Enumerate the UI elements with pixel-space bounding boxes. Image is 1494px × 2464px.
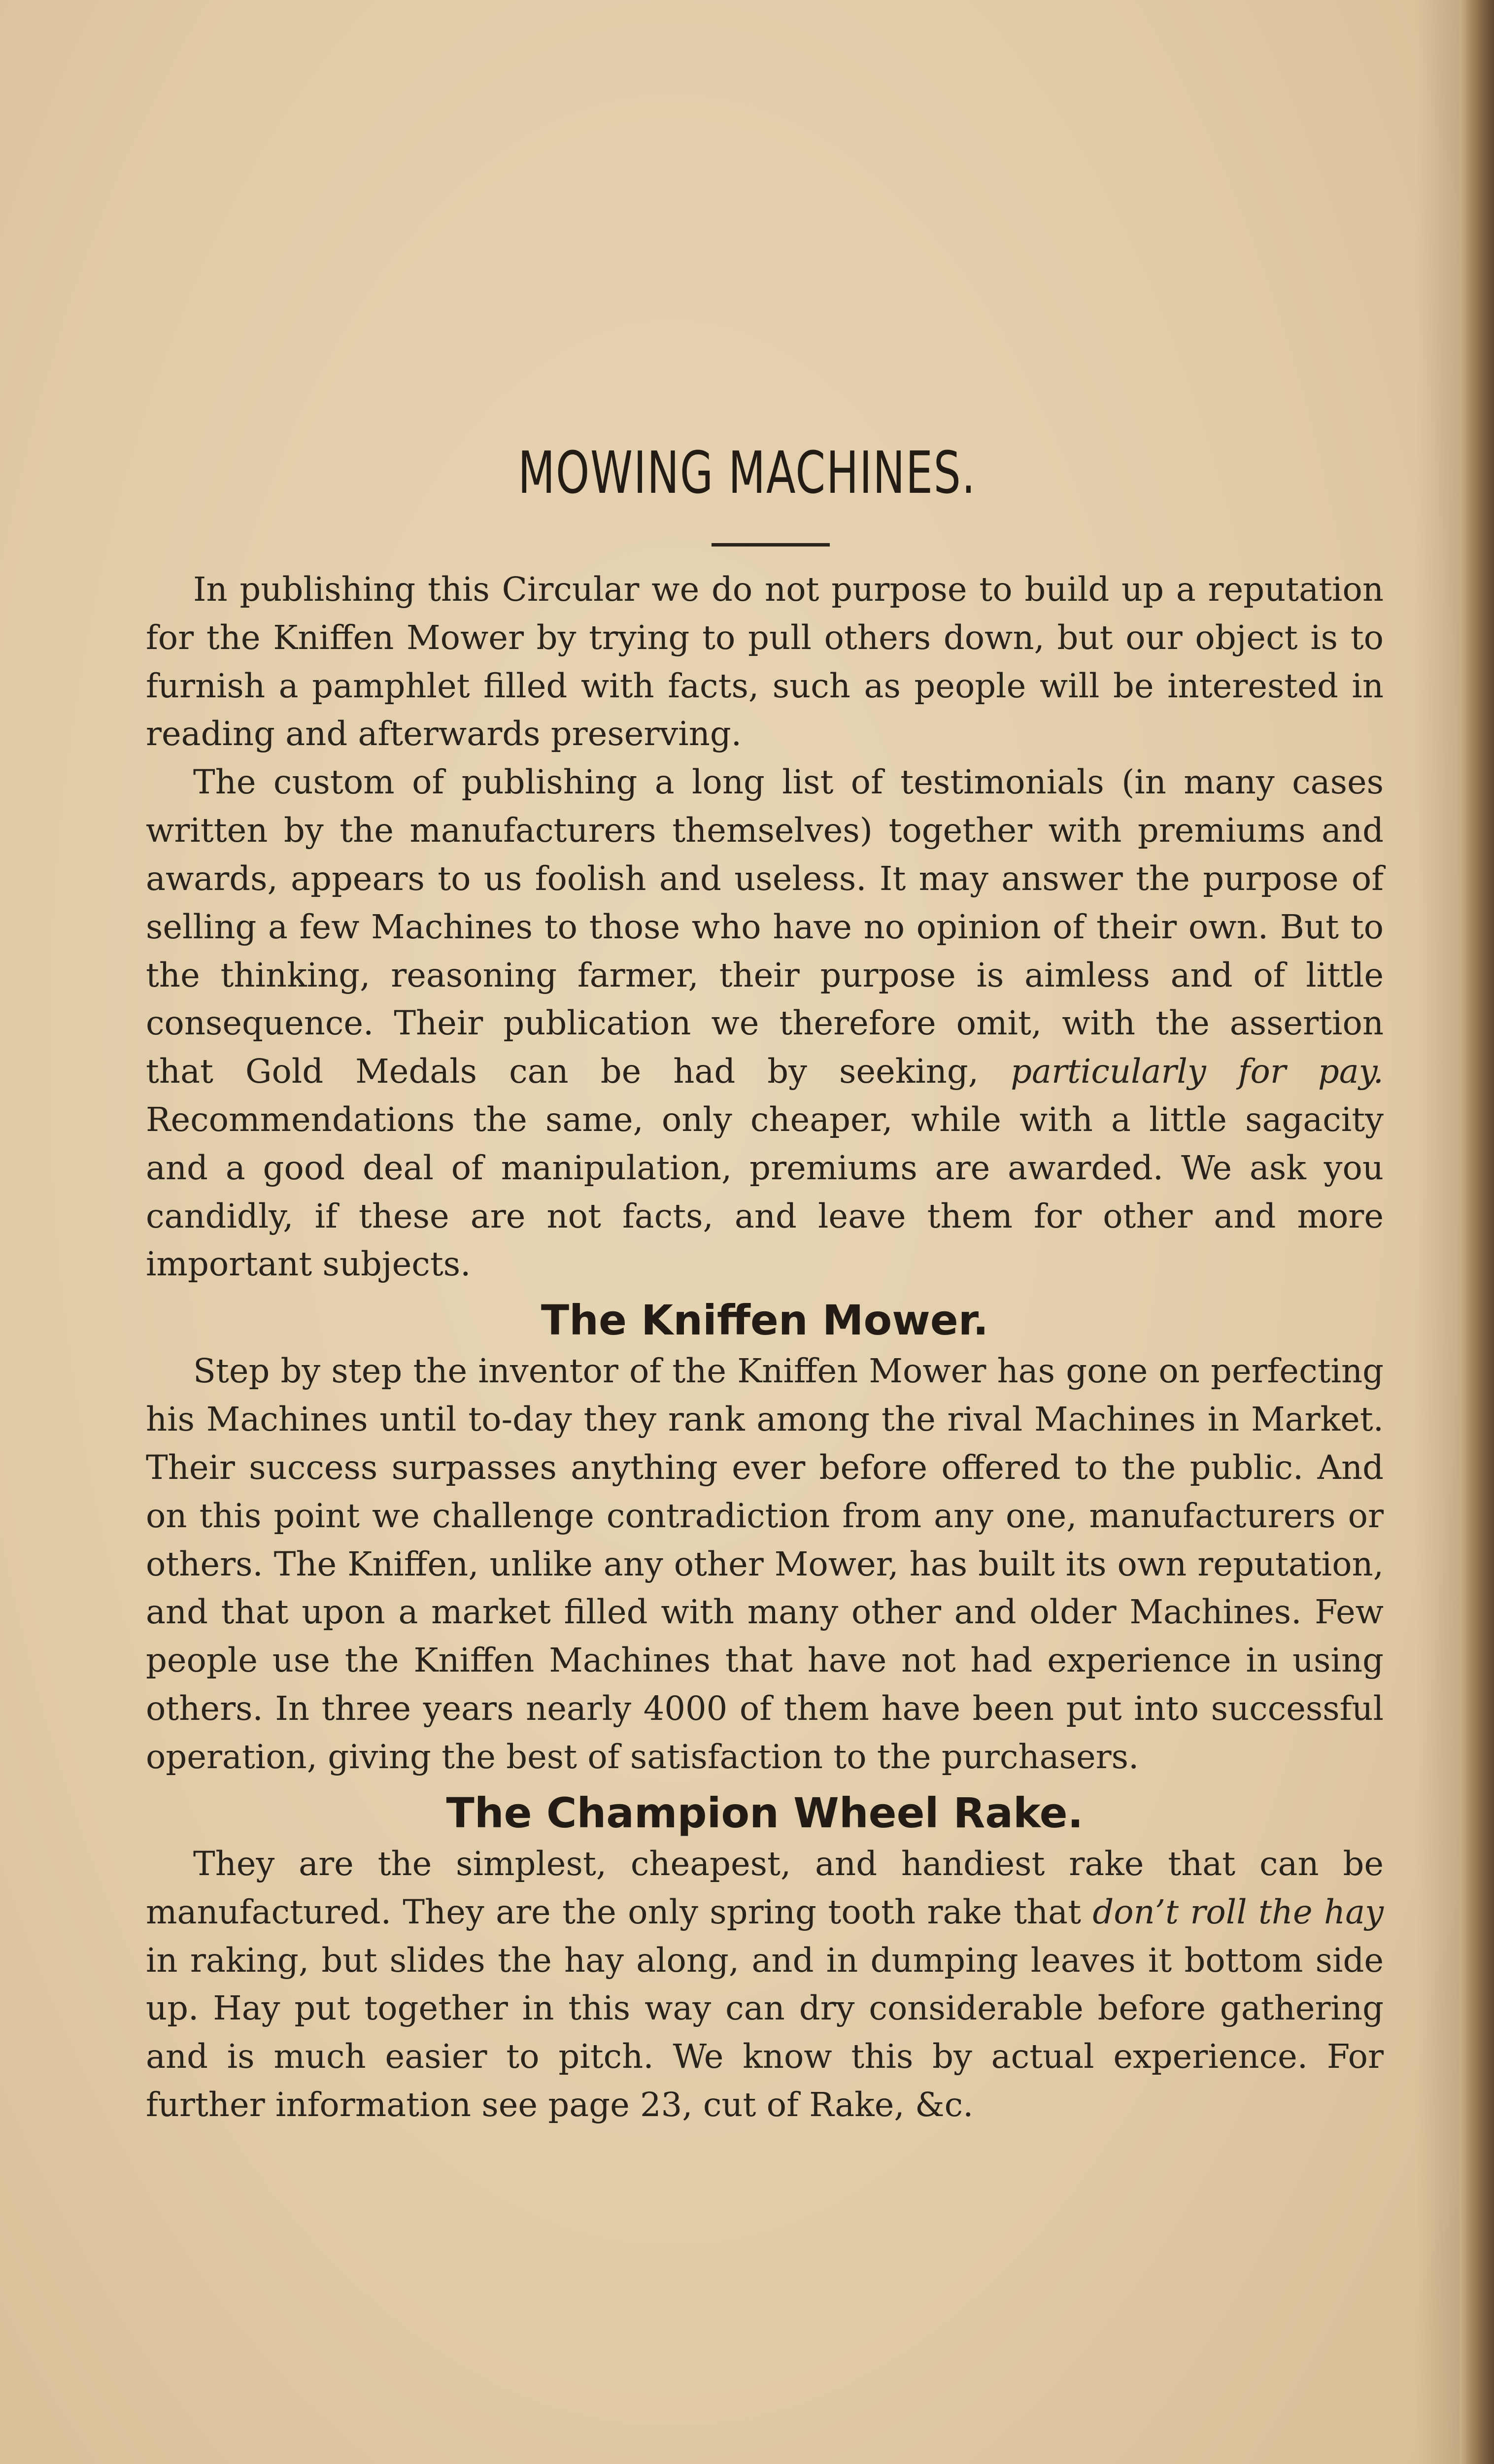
- kniffen-paragraph: Step by step the inventor of the Kniffen Mower has gone on perfecting his Machines until to-day they rank among the rival Machines in Market. Their success surpasses anything ever before offered to the public. And on this point we challenge contradiction from any one, manufacturers or others. The Kniffen, unlike any other Mower, has built its own reputation, and that upon a market filled with many other and older Machines. Few people use the Kniffen Machines that have not had experience in using others. In three years nearly 4000 of them have been put into successful operation, giving the best of satisfaction to the purchasers.: [146, 1352, 1384, 1776]
- kniffen-heading: The Kniffen Mower.: [541, 1296, 989, 1345]
- title-rule: [712, 543, 830, 547]
- intro-p2-emphasis: particularly for pay.: [1011, 1052, 1384, 1091]
- intro-p2-text-a: The custom of publishing a long list of testimonials (in many cases written by the manufacturers themselves) together with premiums and awards, appears to us foolish and useless. It may answer the purpose of selling a few Machines to those who have no opinion of their own. But to the thinking, reasoning farmer, their purpose is aimless and of little consequence. Their publication we therefore omit, with the assertion that Gold Medals can be had by seeking,: [146, 763, 1384, 1091]
- article-body: [146, 566, 1384, 2129]
- rake-text-a: They are the simplest, cheapest, and handiest rake that can be manufactured. They are the only spring tooth rake that: [146, 1844, 1384, 1931]
- intro-paragraph-2: [146, 758, 1384, 1289]
- page-title: MOWING MACHINES.: [518, 439, 976, 507]
- book-spine-edge: [1460, 0, 1494, 2464]
- rake-heading: The Champion Wheel Rake.: [446, 1788, 1084, 1837]
- rake-paragraph: [146, 1840, 1384, 2129]
- intro-p2-text-b: Recommendations the same, only cheaper, while with a little sagacity and a good deal of manipulation, premiums are awarded. We ask you candidly, if these are not facts, and leave them for other and more important subjects.: [146, 1100, 1384, 1284]
- rake-text-b: in raking, but slides the hay along, and in dumping leaves it bottom side up. Hay put together in this way can dry considerable before gathering and is much easier to pitch. We know this by actual experience. For further information see page 23, cut of Rake, &c.: [146, 1941, 1384, 2124]
- spine-shadow: [1415, 0, 1460, 2464]
- intro-paragraph-1: In publishing this Circular we do not purpose to build up a reputation for the Kniffen Mower by trying to pull others down, but our object is to furnish a pamphlet filled with facts, such as people will be interested in reading and afterwards preserving.: [146, 570, 1384, 753]
- rake-emphasis: don’t roll the hay: [1092, 1892, 1384, 1931]
